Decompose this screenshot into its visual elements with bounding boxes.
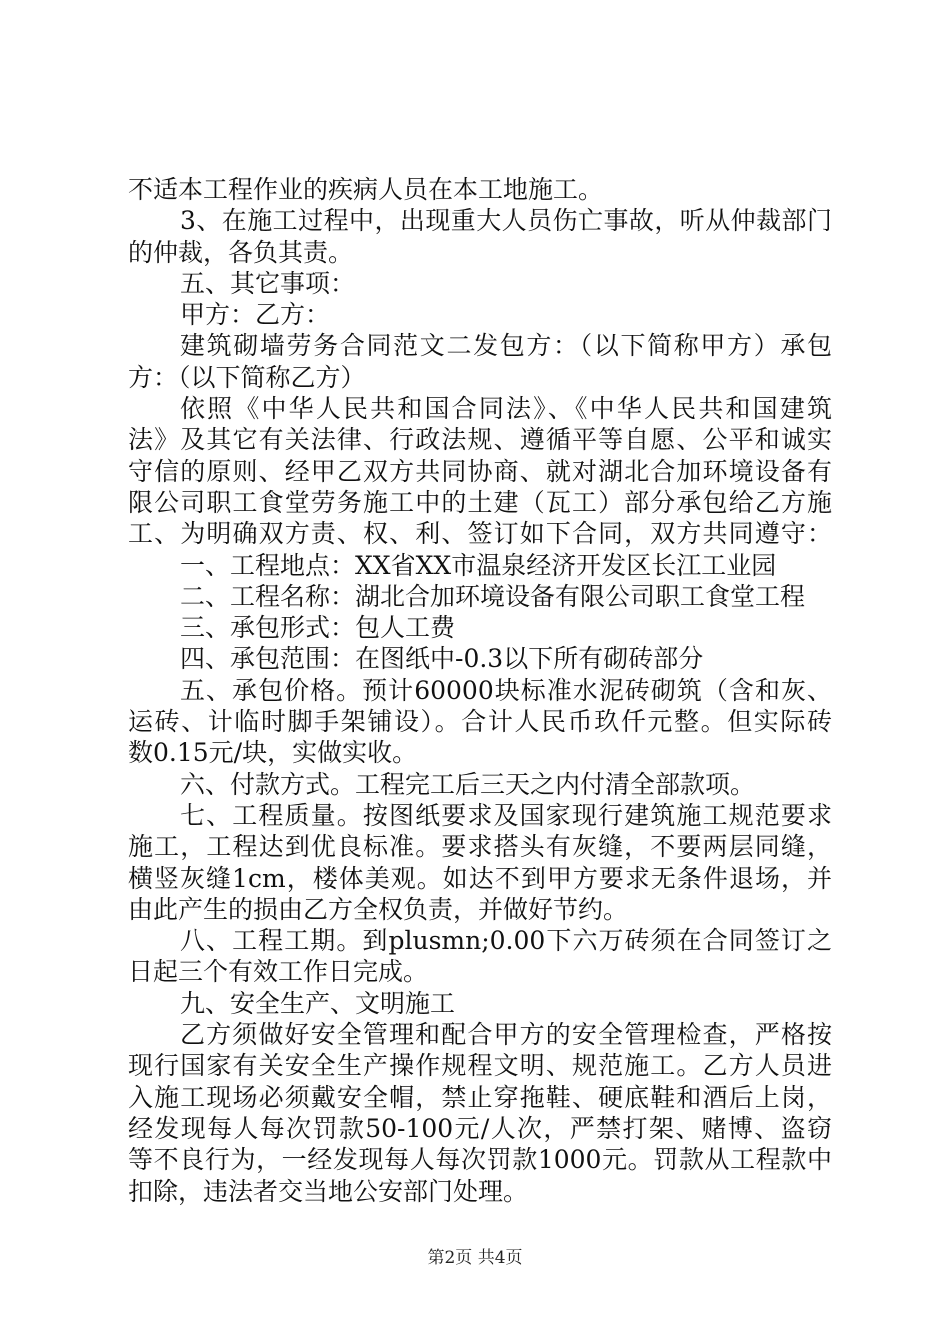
document-line: 工、为明确双方责、权、利、签订如下合同，双方共同遵守： <box>128 519 832 549</box>
document-line: 方：（以下简称乙方） <box>128 362 366 392</box>
document-line: 三、承包形式：包人工费 <box>180 613 456 643</box>
page-footer: 第2页 共4页 <box>427 1248 523 1268</box>
document-line: 3、在施工过程中，出现重大人员伤亡事故，听从仲裁部门 <box>180 206 832 236</box>
document-line: 限公司职工食堂劳务施工中的土建（瓦工）部分承包给乙方施 <box>128 487 832 517</box>
document-line: 现行国家有关安全生产操作规程文明、规范施工。乙方人员进 <box>128 1051 832 1081</box>
document-line: 法》及其它有关法律、行政法规、遵循平等自愿、公平和诚实 <box>128 425 832 455</box>
document-line: 建筑砌墙劳务合同范文二发包方：（以下简称甲方）承包 <box>180 331 832 361</box>
document-line: 守信的原则、经甲乙双方共同协商、就对湖北合加环境设备有 <box>128 456 832 486</box>
document-line: 甲方：乙方： <box>180 300 331 330</box>
document-body <box>128 174 832 1207</box>
document-line: 七、工程质量。按图纸要求及国家现行建筑施工规范要求 <box>180 800 832 830</box>
document-line: 依照《中华人民共和国合同法》、《中华人民共和国建筑 <box>180 394 832 424</box>
document-line: 由此产生的损由乙方全权负责，并做好节约。 <box>128 894 629 924</box>
document-line: 经发现每人每次罚款50-100元/人次，严禁打架、赌博、盗窃 <box>128 1113 832 1143</box>
document-line: 运砖、计临时脚手架铺设）。合计人民币玖仟元整。但实际砖 <box>128 707 832 737</box>
document-line: 日起三个有效工作日完成。 <box>128 957 429 987</box>
document-line: 的仲裁，各负其责。 <box>128 237 354 267</box>
document-line: 入施工现场必须戴安全帽，禁止穿拖鞋、硬底鞋和酒后上岗， <box>128 1082 832 1112</box>
document-line: 五、其它事项： <box>180 268 356 298</box>
document-line: 一、工程地点：XX省XX市温泉经济开发区长江工业园 <box>180 550 777 580</box>
document-line: 六、付款方式。工程完工后三天之内付清全部款项。 <box>180 769 756 799</box>
document-line: 二、工程名称：湖北合加环境设备有限公司职工食堂工程 <box>180 581 806 611</box>
document-line: 五、承包价格。预计60000块标准水泥砖砌筑（含和灰、 <box>180 675 832 705</box>
document-line: 乙方须做好安全管理和配合甲方的安全管理检查，严格按 <box>180 1020 832 1050</box>
document-line: 九、安全生产、文明施工 <box>180 988 456 1018</box>
document-line: 数0.15元/块，实做实收。 <box>128 738 418 768</box>
document-line: 横竖灰缝1cm，楼体美观。如达不到甲方要求无条件退场，并 <box>128 863 832 893</box>
document-line: 不适本工程作业的疾病人员在本工地施工。 <box>128 175 604 204</box>
document-line: 等不良行为，一经发现每人每次罚款1000元。罚款从工程款中 <box>128 1145 832 1175</box>
document-line: 四、承包范围：在图纸中-0.3以下所有砌砖部分 <box>180 644 704 674</box>
document-line: 施工，工程达到优良标准。要求搭头有灰缝，不要两层同缝， <box>128 832 832 862</box>
document-line: 八、工程工期。到plusmn;0.00下六万砖须在合同签订之 <box>180 926 832 956</box>
document-line: 扣除，违法者交当地公安部门处理。 <box>128 1176 529 1206</box>
